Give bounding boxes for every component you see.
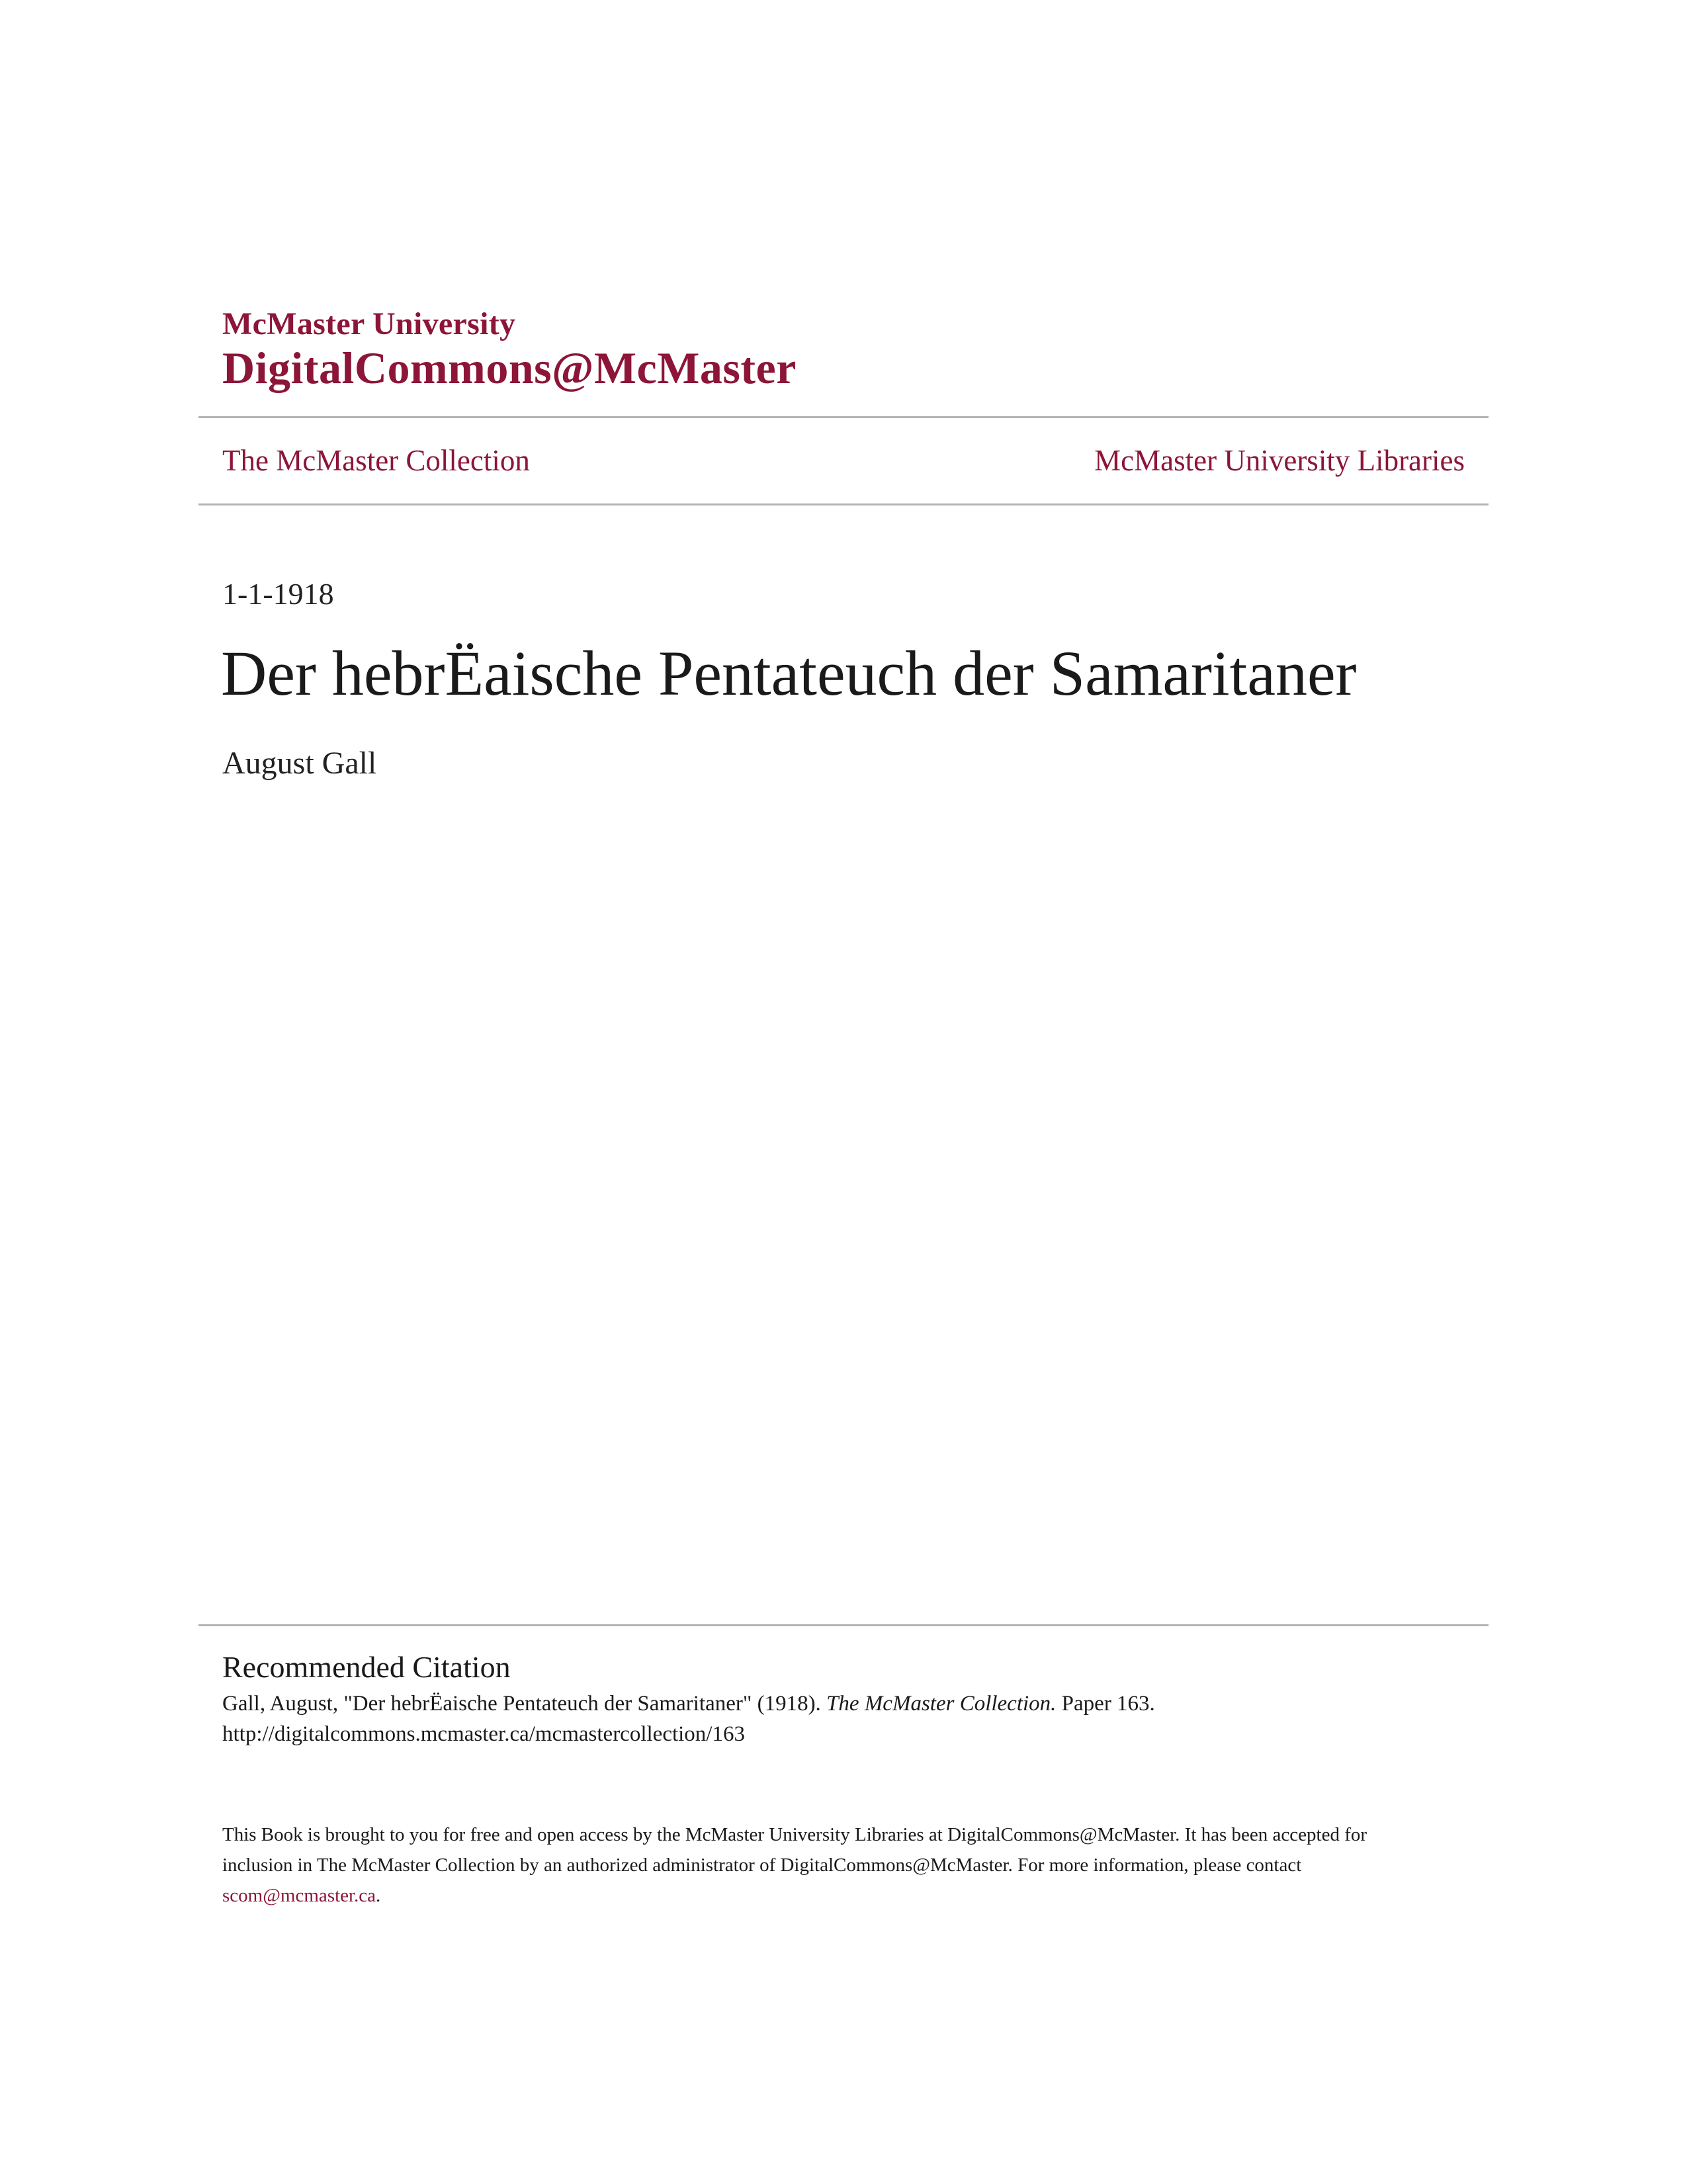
citation-url: http://digitalcommons.mcmaster.ca/mcmastercollection/163: [222, 1722, 745, 1746]
access-trailing: .: [376, 1885, 381, 1906]
citation-journal: The McMaster Collection.: [826, 1692, 1057, 1716]
citation-divider: [198, 1624, 1489, 1626]
access-line-2: inclusion in The McMaster Collection by an authorized administrator of DigitalCommons@McMaster. For more information, please contact: [222, 1855, 1302, 1876]
nav-divider: [198, 503, 1489, 505]
top-divider: [198, 416, 1489, 418]
author-name: August Gall: [222, 746, 377, 781]
libraries-link[interactable]: McMaster University Libraries: [1094, 444, 1465, 477]
publication-date: 1-1-1918: [222, 577, 334, 611]
repository-name[interactable]: DigitalCommons@McMaster: [222, 343, 797, 393]
document-title: Der hebrËaische Pentateuch der Samaritaner: [221, 638, 1357, 709]
collection-nav: [222, 439, 1465, 482]
access-statement: [222, 1819, 1479, 1911]
university-name[interactable]: McMaster University: [222, 306, 516, 341]
citation-heading: Recommended Citation: [222, 1650, 511, 1684]
repository-header: [222, 306, 797, 393]
collection-link[interactable]: The McMaster Collection: [222, 444, 530, 477]
citation-paper: Paper 163.: [1056, 1692, 1155, 1716]
citation-text: [222, 1688, 1479, 1749]
access-line-3: [222, 1880, 1479, 1911]
access-line-1: This Book is brought to you for free and open access by the McMaster University Libraries at DigitalCommons@McMaster. It has been accepted for: [222, 1824, 1367, 1845]
contact-email-link[interactable]: scom@mcmaster.ca: [222, 1885, 376, 1906]
citation-main: Gall, August, "Der hebrËaische Pentateuch der Samaritaner" (1918).: [222, 1692, 827, 1716]
